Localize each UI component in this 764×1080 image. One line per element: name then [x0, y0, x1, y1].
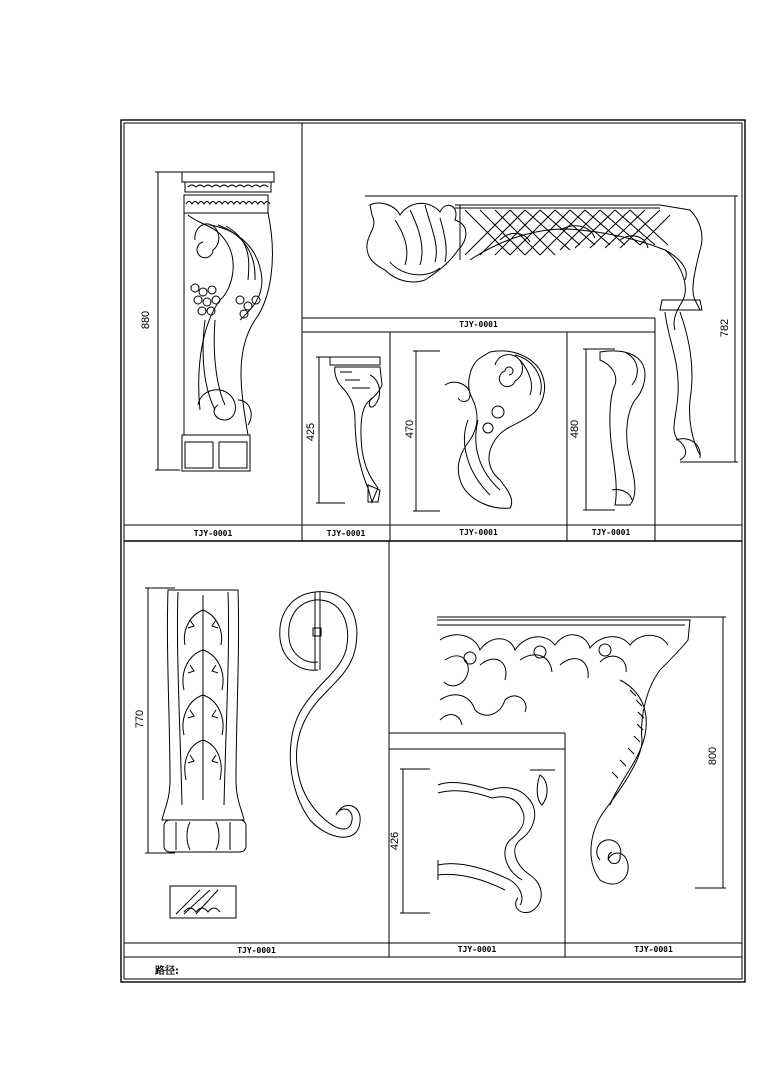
- leg-c-drawing: [583, 349, 645, 510]
- dimension-label: 782: [719, 318, 732, 338]
- curved-leg-drawing: [400, 769, 555, 913]
- dimension-label: 800: [707, 746, 720, 766]
- scroll-b-drawing: [413, 351, 545, 511]
- acanthus-leg-drawing: [145, 588, 246, 918]
- dimension-label: 880: [140, 310, 153, 330]
- inner-frame: [124, 123, 742, 979]
- drawing-label: TJY-0001: [591, 528, 631, 537]
- drawing-label: TJY-0001: [459, 320, 498, 329]
- dimension-label: 770: [134, 709, 147, 729]
- drawing-label: TJY-0001: [237, 946, 276, 955]
- s-scroll-drawing: [280, 592, 360, 838]
- corbel-drawing: [155, 172, 274, 471]
- dimension-label: 470: [404, 419, 417, 439]
- drawing-label: TJY-0001: [634, 945, 673, 954]
- drawing-label: TJY-0001: [326, 529, 366, 538]
- dimension-label: 425: [305, 422, 318, 442]
- dimension-label: 480: [569, 419, 582, 439]
- drawing-label: TJY-0001: [459, 528, 498, 537]
- path-label: 路径:: [155, 966, 179, 977]
- dimension-label: 426: [389, 831, 402, 851]
- console-table-drawing: [365, 196, 738, 462]
- drawing-label: TJY-0001: [193, 529, 233, 538]
- drawing-label: TJY-0001: [457, 945, 497, 954]
- console-table-b-drawing: [437, 617, 726, 888]
- leg-a-drawing: [316, 357, 382, 503]
